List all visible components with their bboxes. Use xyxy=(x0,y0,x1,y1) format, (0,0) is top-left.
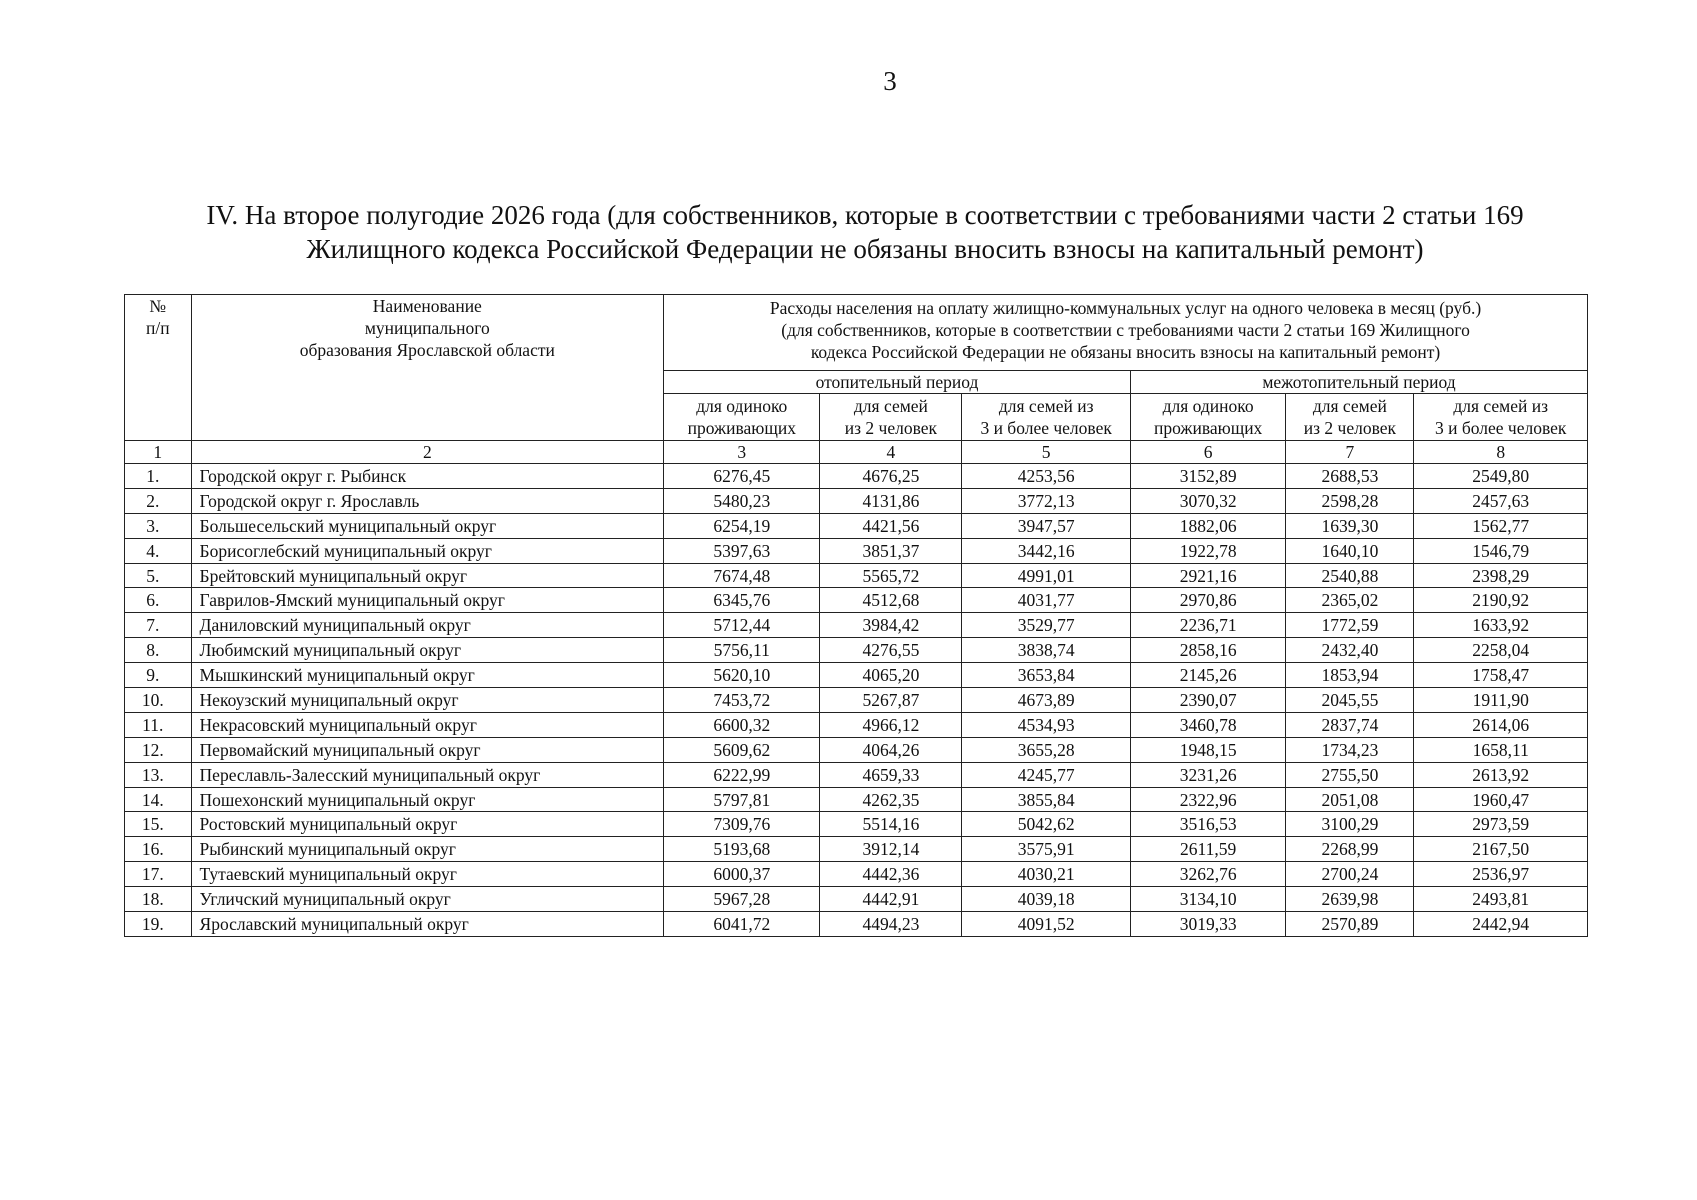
expense-value: 3231,26 xyxy=(1130,762,1285,787)
row-number: 12. xyxy=(125,737,192,762)
expense-value: 4991,01 xyxy=(962,563,1131,588)
expense-value: 1960,47 xyxy=(1414,787,1588,812)
column-index: 5 xyxy=(962,441,1131,464)
municipality-name: Даниловский муниципальный округ xyxy=(191,613,664,638)
expense-value: 4421,56 xyxy=(820,513,962,538)
col-header-nonheating-period: межотопительный период xyxy=(1130,371,1587,394)
expense-value: 6276,45 xyxy=(664,464,820,489)
expense-value: 1633,92 xyxy=(1414,613,1588,638)
expense-value: 5193,68 xyxy=(664,837,820,862)
expense-value: 5756,11 xyxy=(664,638,820,663)
row-number: 3. xyxy=(125,513,192,538)
col-header-sub: для семей из 3 и более человек xyxy=(962,394,1131,441)
row-number: 16. xyxy=(125,837,192,862)
table-row xyxy=(125,862,1588,887)
expense-value: 3851,37 xyxy=(820,538,962,563)
expense-value: 7674,48 xyxy=(664,563,820,588)
municipality-name: Некоузский муниципальный округ xyxy=(191,688,664,713)
expense-value: 4131,86 xyxy=(820,488,962,513)
expense-value: 3529,77 xyxy=(962,613,1131,638)
expense-value: 2688,53 xyxy=(1286,464,1414,489)
expense-value: 3655,28 xyxy=(962,737,1131,762)
expense-value: 3262,76 xyxy=(1130,862,1285,887)
municipality-name: Угличский муниципальный округ xyxy=(191,887,664,912)
expense-value: 4676,25 xyxy=(820,464,962,489)
expense-value: 3912,14 xyxy=(820,837,962,862)
table-row xyxy=(125,464,1588,489)
row-number: 13. xyxy=(125,762,192,787)
expense-value: 5514,16 xyxy=(820,812,962,837)
expense-value: 2613,92 xyxy=(1414,762,1588,787)
row-number: 19. xyxy=(125,912,192,937)
expense-value: 2145,26 xyxy=(1130,663,1285,688)
expense-value: 5712,44 xyxy=(664,613,820,638)
column-index: 4 xyxy=(820,441,962,464)
expense-value: 2268,99 xyxy=(1286,837,1414,862)
expense-value: 5797,81 xyxy=(664,787,820,812)
expense-value: 7309,76 xyxy=(664,812,820,837)
expense-value: 2639,98 xyxy=(1286,887,1414,912)
expense-value: 4064,26 xyxy=(820,737,962,762)
table-row xyxy=(125,638,1588,663)
expense-value: 2570,89 xyxy=(1286,912,1414,937)
table-body xyxy=(125,464,1588,937)
municipality-name: Первомайский муниципальный округ xyxy=(191,737,664,762)
expense-value: 4966,12 xyxy=(820,712,962,737)
municipality-name: Городской округ г. Рыбинск xyxy=(191,464,664,489)
expense-value: 2755,50 xyxy=(1286,762,1414,787)
title-line-2: Жилищного кодекса Российской Федерации не обязаны вносить взносы на капитальный ремонт) xyxy=(306,234,1424,264)
expense-value: 5267,87 xyxy=(820,688,962,713)
expense-value: 3152,89 xyxy=(1130,464,1285,489)
expense-value: 6041,72 xyxy=(664,912,820,937)
municipality-name: Любимский муниципальный округ xyxy=(191,638,664,663)
expense-value: 3772,13 xyxy=(962,488,1131,513)
expense-value: 4030,21 xyxy=(962,862,1131,887)
column-index: 3 xyxy=(664,441,820,464)
column-index-row xyxy=(125,441,1588,464)
expense-value: 2258,04 xyxy=(1414,638,1588,663)
expense-value: 2167,50 xyxy=(1414,837,1588,862)
expense-value: 1772,59 xyxy=(1286,613,1414,638)
row-number: 4. xyxy=(125,538,192,563)
row-number: 14. xyxy=(125,787,192,812)
table-row xyxy=(125,513,1588,538)
expense-value: 2322,96 xyxy=(1130,787,1285,812)
table-row xyxy=(125,887,1588,912)
expense-value: 4253,56 xyxy=(962,464,1131,489)
row-number: 9. xyxy=(125,663,192,688)
municipality-name: Городской округ г. Ярославль xyxy=(191,488,664,513)
row-number: 6. xyxy=(125,588,192,613)
table-row xyxy=(125,837,1588,862)
table-row xyxy=(125,787,1588,812)
expense-value: 4534,93 xyxy=(962,712,1131,737)
expense-value: 2236,71 xyxy=(1130,613,1285,638)
expense-value: 1640,10 xyxy=(1286,538,1414,563)
municipality-name: Брейтовский муниципальный округ xyxy=(191,563,664,588)
expense-value: 2921,16 xyxy=(1130,563,1285,588)
expense-value: 3984,42 xyxy=(820,613,962,638)
col-header-number: № п/п xyxy=(125,295,192,441)
municipality-name: Гаврилов-Ямский муниципальный округ xyxy=(191,588,664,613)
municipality-name: Некрасовский муниципальный округ xyxy=(191,712,664,737)
expense-value: 4442,36 xyxy=(820,862,962,887)
expense-value: 1546,79 xyxy=(1414,538,1588,563)
column-index: 6 xyxy=(1130,441,1285,464)
expense-value: 2700,24 xyxy=(1286,862,1414,887)
expense-value: 3838,74 xyxy=(962,638,1131,663)
row-number: 10. xyxy=(125,688,192,713)
expense-value: 5042,62 xyxy=(962,812,1131,837)
expense-value: 2598,28 xyxy=(1286,488,1414,513)
expense-value: 6600,32 xyxy=(664,712,820,737)
table-row xyxy=(125,538,1588,563)
title-line-1: IV. На второе полугодие 2026 года (для собственников, которые в соответствии с требованиями части 2 статьи 169 xyxy=(206,200,1524,230)
expense-value: 1734,23 xyxy=(1286,737,1414,762)
expense-value: 3100,29 xyxy=(1286,812,1414,837)
expense-value: 2973,59 xyxy=(1414,812,1588,837)
municipality-name: Ростовский муниципальный округ xyxy=(191,812,664,837)
municipality-name: Тутаевский муниципальный округ xyxy=(191,862,664,887)
expense-value: 5480,23 xyxy=(664,488,820,513)
expense-value: 2045,55 xyxy=(1286,688,1414,713)
expense-value: 3947,57 xyxy=(962,513,1131,538)
table-row xyxy=(125,613,1588,638)
municipality-name: Большесельский муниципальный округ xyxy=(191,513,664,538)
expense-value: 5620,10 xyxy=(664,663,820,688)
column-index: 8 xyxy=(1414,441,1588,464)
expense-value: 1922,78 xyxy=(1130,538,1285,563)
column-index: 1 xyxy=(125,441,192,464)
expense-value: 3855,84 xyxy=(962,787,1131,812)
row-number: 7. xyxy=(125,613,192,638)
municipality-name: Пошехонский муниципальный округ xyxy=(191,787,664,812)
table-row xyxy=(125,812,1588,837)
expense-value: 4262,35 xyxy=(820,787,962,812)
expense-value: 2457,63 xyxy=(1414,488,1588,513)
row-number: 18. xyxy=(125,887,192,912)
table-row xyxy=(125,588,1588,613)
municipality-name: Ярославский муниципальный округ xyxy=(191,912,664,937)
table-row xyxy=(125,563,1588,588)
expense-value: 6000,37 xyxy=(664,862,820,887)
expense-value: 3070,32 xyxy=(1130,488,1285,513)
page-number: 3 xyxy=(883,66,897,96)
table-row xyxy=(125,762,1588,787)
expense-value: 6345,76 xyxy=(664,588,820,613)
expense-value: 2398,29 xyxy=(1414,563,1588,588)
expense-value: 2493,81 xyxy=(1414,887,1588,912)
expense-value: 3134,10 xyxy=(1130,887,1285,912)
col-header-sub: для семей из 2 человек xyxy=(1286,394,1414,441)
expense-value: 2611,59 xyxy=(1130,837,1285,862)
expenses-table xyxy=(124,294,1588,937)
expense-value: 4512,68 xyxy=(820,588,962,613)
row-number: 11. xyxy=(125,712,192,737)
col-header-expenses: Расходы населения на оплату жилищно-коммунальных услуг на одного человека в месяц (руб.) (для собственников, которые в соответствии с требованиями части 2 статьи 169 Жилищного кодекса Российской Федерации не обязаны вносить взносы на капитальный ремонт) xyxy=(664,295,1588,371)
row-number: 2. xyxy=(125,488,192,513)
column-index: 2 xyxy=(191,441,664,464)
expense-value: 2614,06 xyxy=(1414,712,1588,737)
column-index: 7 xyxy=(1286,441,1414,464)
expense-value: 1639,30 xyxy=(1286,513,1414,538)
col-header-sub: для семей из 3 и более человек xyxy=(1414,394,1588,441)
expense-value: 2442,94 xyxy=(1414,912,1588,937)
expense-value: 6254,19 xyxy=(664,513,820,538)
table-row xyxy=(125,663,1588,688)
expense-value: 4442,91 xyxy=(820,887,962,912)
expense-value: 1948,15 xyxy=(1130,737,1285,762)
col-header-sub: для одиноко проживающих xyxy=(1130,394,1285,441)
expense-value: 1911,90 xyxy=(1414,688,1588,713)
table-row xyxy=(125,712,1588,737)
expense-value: 3460,78 xyxy=(1130,712,1285,737)
municipality-name: Мышкинский муниципальный округ xyxy=(191,663,664,688)
expense-value: 4031,77 xyxy=(962,588,1131,613)
expense-value: 3575,91 xyxy=(962,837,1131,862)
expense-value: 4091,52 xyxy=(962,912,1131,937)
col-header-sub: для одиноко проживающих xyxy=(664,394,820,441)
table-row xyxy=(125,912,1588,937)
expense-value: 1853,94 xyxy=(1286,663,1414,688)
municipality-name: Борисоглебский муниципальный округ xyxy=(191,538,664,563)
municipality-name: Переславль-Залесский муниципальный округ xyxy=(191,762,664,787)
expense-value: 2970,86 xyxy=(1130,588,1285,613)
expense-value: 3019,33 xyxy=(1130,912,1285,937)
expense-value: 4245,77 xyxy=(962,762,1131,787)
expense-value: 5609,62 xyxy=(664,737,820,762)
expense-value: 5967,28 xyxy=(664,887,820,912)
expense-value: 3516,53 xyxy=(1130,812,1285,837)
row-number: 1. xyxy=(125,464,192,489)
expense-value: 4659,33 xyxy=(820,762,962,787)
table-row xyxy=(125,488,1588,513)
expense-value: 2432,40 xyxy=(1286,638,1414,663)
expense-value: 2190,92 xyxy=(1414,588,1588,613)
expense-value: 3653,84 xyxy=(962,663,1131,688)
table-row xyxy=(125,737,1588,762)
expense-value: 2365,02 xyxy=(1286,588,1414,613)
expense-value: 4065,20 xyxy=(820,663,962,688)
expense-value: 2858,16 xyxy=(1130,638,1285,663)
municipality-name: Рыбинский муниципальный округ xyxy=(191,837,664,862)
expense-value: 4673,89 xyxy=(962,688,1131,713)
expense-value: 7453,72 xyxy=(664,688,820,713)
expense-value: 4276,55 xyxy=(820,638,962,663)
col-header-heating-period: отопительный период xyxy=(664,371,1131,394)
row-number: 15. xyxy=(125,812,192,837)
expense-value: 2549,80 xyxy=(1414,464,1588,489)
expense-value: 1758,47 xyxy=(1414,663,1588,688)
row-number: 5. xyxy=(125,563,192,588)
expense-value: 4039,18 xyxy=(962,887,1131,912)
table-row xyxy=(125,688,1588,713)
expense-value: 2536,97 xyxy=(1414,862,1588,887)
expense-value: 6222,99 xyxy=(664,762,820,787)
expense-value: 2051,08 xyxy=(1286,787,1414,812)
expense-value: 2540,88 xyxy=(1286,563,1414,588)
expense-value: 3442,16 xyxy=(962,538,1131,563)
row-number: 17. xyxy=(125,862,192,887)
expense-value: 4494,23 xyxy=(820,912,962,937)
section-title xyxy=(150,198,1580,266)
expense-value: 2837,74 xyxy=(1286,712,1414,737)
row-number: 8. xyxy=(125,638,192,663)
expense-value: 1882,06 xyxy=(1130,513,1285,538)
expense-value: 5397,63 xyxy=(664,538,820,563)
expense-value: 1658,11 xyxy=(1414,737,1588,762)
expense-value: 2390,07 xyxy=(1130,688,1285,713)
col-header-sub: для семей из 2 человек xyxy=(820,394,962,441)
expense-value: 1562,77 xyxy=(1414,513,1588,538)
col-header-municipality: Наименование муниципального образования Ярославской области xyxy=(191,295,664,441)
expense-value: 5565,72 xyxy=(820,563,962,588)
